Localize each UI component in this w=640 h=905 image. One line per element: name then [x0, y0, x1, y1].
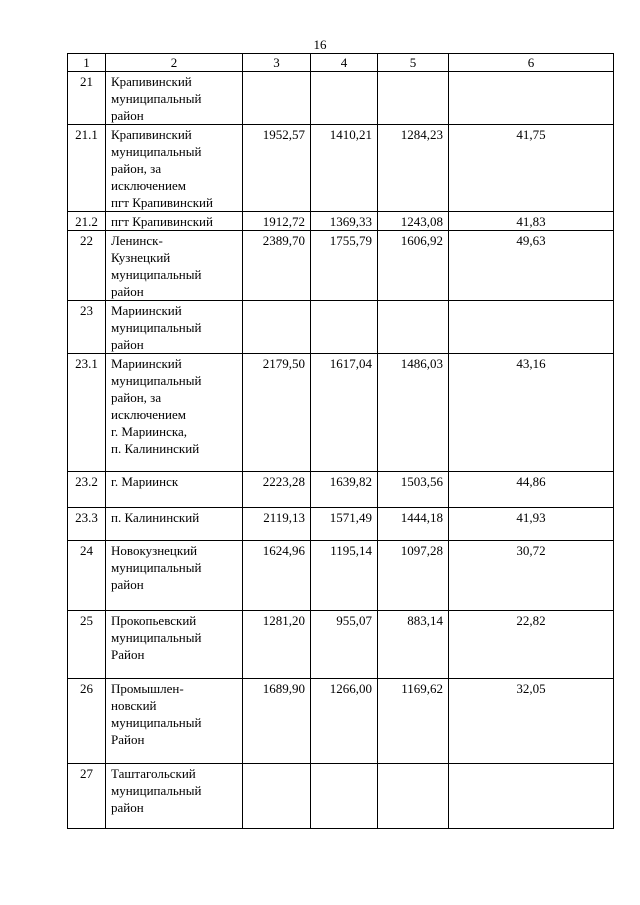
municipality-name-line: г. Мариинск — [111, 474, 179, 489]
value-col3 — [243, 764, 311, 829]
municipality-name — [106, 231, 243, 301]
municipality-name-line: пгт Крапивинский — [111, 195, 213, 210]
column-header: 1 — [68, 54, 106, 72]
table-row — [68, 354, 614, 472]
row-number: 23.2 — [68, 472, 106, 508]
municipality-name-line: муниципальный — [111, 373, 202, 388]
column-header: 3 — [243, 54, 311, 72]
value-col4: 1266,00 — [311, 679, 378, 764]
municipality-name — [106, 679, 243, 764]
value-col5: 1503,56 — [378, 472, 449, 508]
municipality-name-line: муниципальный — [111, 267, 202, 282]
row-number: 23 — [68, 301, 106, 354]
table-row — [68, 301, 614, 354]
municipality-name-line: муниципальный — [111, 560, 202, 575]
value-col4: 955,07 — [311, 611, 378, 679]
municipality-name — [106, 611, 243, 679]
table-row — [68, 679, 614, 764]
municipality-name-line: Прокопьевский — [111, 613, 197, 628]
municipality-name-line: муниципальный — [111, 783, 202, 798]
table-row — [68, 125, 614, 212]
municipality-name-line: район, за — [111, 390, 162, 405]
value-col6 — [449, 301, 614, 354]
municipality-name-line: исключением — [111, 407, 186, 422]
value-col3: 2119,13 — [243, 508, 311, 541]
value-col5 — [378, 301, 449, 354]
municipality-name-line: муниципальный — [111, 630, 202, 645]
row-number: 21.2 — [68, 212, 106, 231]
municipality-name-line: Мариинский — [111, 356, 182, 371]
municipality-name-line: район — [111, 108, 144, 123]
value-col3: 2179,50 — [243, 354, 311, 472]
row-number: 21.1 — [68, 125, 106, 212]
value-col3: 2223,28 — [243, 472, 311, 508]
table-row — [68, 472, 614, 508]
value-col5: 1097,28 — [378, 541, 449, 611]
municipality-name — [106, 72, 243, 125]
table-row — [68, 611, 614, 679]
municipality-name-line: Мариинский — [111, 303, 182, 318]
municipality-name-line: Крапивинский — [111, 127, 192, 142]
page-number: 16 — [313, 37, 327, 52]
value-col5 — [378, 764, 449, 829]
municipality-name-line: муниципальный — [111, 91, 202, 106]
municipality-name-line: Таштагольский — [111, 766, 196, 781]
municipality-name-line: Новокузнецкий — [111, 543, 198, 558]
value-col6: 44,86 — [449, 472, 614, 508]
value-col5 — [378, 72, 449, 125]
row-number: 26 — [68, 679, 106, 764]
column-header: 5 — [378, 54, 449, 72]
municipality-name-line: район — [111, 577, 144, 592]
value-col6: 41,83 — [449, 212, 614, 231]
value-col4: 1195,14 — [311, 541, 378, 611]
municipality-name-line: район, за — [111, 161, 162, 176]
column-header: 2 — [106, 54, 243, 72]
value-col4 — [311, 764, 378, 829]
header-row — [68, 54, 614, 72]
table-row — [68, 231, 614, 301]
value-col4: 1639,82 — [311, 472, 378, 508]
value-col3: 2389,70 — [243, 231, 311, 301]
table-row — [68, 764, 614, 829]
value-col5: 883,14 — [378, 611, 449, 679]
value-col3: 1689,90 — [243, 679, 311, 764]
municipality-name-line: г. Мариинска, — [111, 424, 187, 439]
value-col3: 1624,96 — [243, 541, 311, 611]
column-header: 4 — [311, 54, 378, 72]
municipality-name-line: п. Калининский — [111, 510, 200, 525]
value-col5: 1284,23 — [378, 125, 449, 212]
value-col3: 1281,20 — [243, 611, 311, 679]
value-col4: 1369,33 — [311, 212, 378, 231]
row-number: 27 — [68, 764, 106, 829]
value-col6: 22,82 — [449, 611, 614, 679]
municipality-name-line: муниципальный — [111, 715, 202, 730]
value-col3 — [243, 301, 311, 354]
value-col6: 43,16 — [449, 354, 614, 472]
municipality-name-line: муниципальный — [111, 144, 202, 159]
value-col3: 1952,57 — [243, 125, 311, 212]
value-col6: 41,93 — [449, 508, 614, 541]
municipality-name — [106, 764, 243, 829]
municipality-name — [106, 541, 243, 611]
value-col3 — [243, 72, 311, 125]
value-col4: 1571,49 — [311, 508, 378, 541]
municipality-name-line: Район — [111, 732, 145, 747]
municipality-name-line: Промышлен- — [111, 681, 184, 696]
municipality-name-line: район — [111, 800, 144, 815]
column-header: 6 — [449, 54, 614, 72]
municipality-name — [106, 508, 243, 541]
row-number: 21 — [68, 72, 106, 125]
table-row — [68, 72, 614, 125]
municipality-name-line: новский — [111, 698, 157, 713]
value-col6 — [449, 764, 614, 829]
municipality-name — [106, 125, 243, 212]
row-number: 24 — [68, 541, 106, 611]
municipality-name — [106, 212, 243, 231]
municipality-name-line: район — [111, 337, 144, 352]
table-row — [68, 541, 614, 611]
municipality-name-line: пгт Крапивинский — [111, 214, 213, 229]
table-row — [68, 508, 614, 541]
municipality-name-line: район — [111, 284, 144, 299]
municipality-name-line: исключением — [111, 178, 186, 193]
value-col5: 1169,62 — [378, 679, 449, 764]
municipality-name-line: Район — [111, 647, 145, 662]
municipality-name-line: Кузнецкий — [111, 250, 171, 265]
municipality-name — [106, 472, 243, 508]
value-col4: 1410,21 — [311, 125, 378, 212]
value-col6: 30,72 — [449, 541, 614, 611]
municipality-name-line: муниципальный — [111, 320, 202, 335]
municipality-name-line: Крапивинский — [111, 74, 192, 89]
municipality-name-line: Ленинск- — [111, 233, 163, 248]
value-col4 — [311, 301, 378, 354]
municipality-name — [106, 301, 243, 354]
value-col4: 1617,04 — [311, 354, 378, 472]
municipality-name — [106, 354, 243, 472]
value-col4 — [311, 72, 378, 125]
row-number: 22 — [68, 231, 106, 301]
municipality-name-line: п. Калининский — [111, 441, 200, 456]
value-col6: 32,05 — [449, 679, 614, 764]
value-col5: 1606,92 — [378, 231, 449, 301]
value-col6: 49,63 — [449, 231, 614, 301]
row-number: 23.1 — [68, 354, 106, 472]
value-col4: 1755,79 — [311, 231, 378, 301]
value-col5: 1243,08 — [378, 212, 449, 231]
value-col6: 41,75 — [449, 125, 614, 212]
value-col3: 1912,72 — [243, 212, 311, 231]
value-col5: 1486,03 — [378, 354, 449, 472]
value-col5: 1444,18 — [378, 508, 449, 541]
row-number: 23.3 — [68, 508, 106, 541]
table-row — [68, 212, 614, 231]
row-number: 25 — [68, 611, 106, 679]
value-col6 — [449, 72, 614, 125]
tariff-table — [67, 53, 614, 829]
